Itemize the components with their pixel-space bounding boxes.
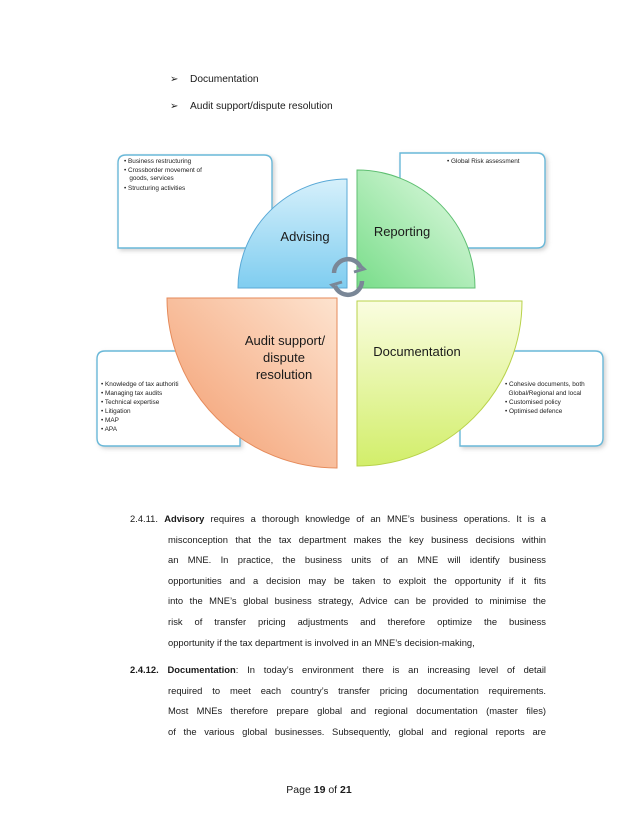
paragraph-line: misconception that the tax department makes the key business decisions within [168,533,546,545]
box-top-left-line: • Business restructuring [124,158,192,165]
box-bottom-right-line: • Optimised defence [505,408,563,415]
page-number: 19 [313,784,326,796]
box-bottom-left-line: • APA [101,426,117,433]
arrow-bullet-icon: ➢ [170,101,179,112]
box-top-left-line: • Structuring activities [124,185,186,192]
box-bottom-right-line: • Customised policy [505,399,561,406]
box-top-left-line: goods, services [124,175,174,182]
paragraph-line: an MNE. In practice, the business units of an MNE will identify business [168,554,546,566]
of-label: of [325,784,341,796]
label-documentation: Documentation [373,344,461,359]
label-audit-line: Audit support/ [244,333,326,348]
label-audit-line: resolution [255,367,313,382]
paragraph-line [130,509,546,530]
box-bottom-left-line: • Knowledge of tax authoriti [101,381,179,388]
paragraph-line: 2.4.12. Documentation: In today’s environment there is an increasing level of detail [130,664,546,675]
page-footer [0,784,638,796]
section-term: Documentation [167,664,236,675]
section-number: 2.4.12 [130,664,157,675]
box-bottom-left-line: • Litigation [101,408,131,415]
page-total: 21 [340,784,352,796]
paragraph-line: into the MNE’s global business strategy, Advice can be provided to minimise the [168,595,546,607]
box-bottom-left-line: • Managing tax audits [101,390,163,397]
bullet-text: Documentation [190,74,259,85]
line-text: : In today’s environment there is an increasing level of detail [235,664,546,675]
line-text: requires a thorough knowledge of an MNE’s business operations. It is a [204,513,547,524]
section-term: Advisory [164,513,205,524]
paragraph-line: risk of transfer pricing adjustments and therefore optimize the business [168,615,546,627]
box-bottom-left-line: • MAP [101,417,119,424]
box-top-left-line: • Crossborder movement of [124,167,202,174]
box-bottom-left-line: • Technical expertise [101,399,160,406]
box-top-right-line: • Global Risk assessment [447,158,520,165]
bullet-text: Audit support/dispute resolution [190,101,333,112]
paragraph-line: opportunity if the tax department is involved in an MNE’s decision-making, [168,636,475,648]
box-bottom-right-line: Global/Regional and local [505,390,582,397]
paragraph-line: opportunities and a decision may be taken to exploit the opportunity if it fits [168,574,546,586]
label-reporting: Reporting [373,224,431,239]
paragraph-line: of the various global businesses. Subsequently, global and regional reports are [168,725,546,737]
paragraph-line: required to meet each country’s transfer pricing documentation requirements. [168,684,546,696]
section-number: 2.4.11. [130,513,158,524]
paragraph-documentation [130,660,546,742]
arrow-bullet-icon: ➢ [170,74,179,85]
paragraph-line: Most MNEs therefore prepare global and regional documentation (master files) [168,705,546,717]
label-advising: Advising [280,229,330,244]
label-audit-line: dispute [263,350,305,365]
page-label: Page [286,784,314,796]
paragraph-advisory [130,509,546,653]
box-bottom-right-line: • Cohesive documents, both [505,381,585,388]
